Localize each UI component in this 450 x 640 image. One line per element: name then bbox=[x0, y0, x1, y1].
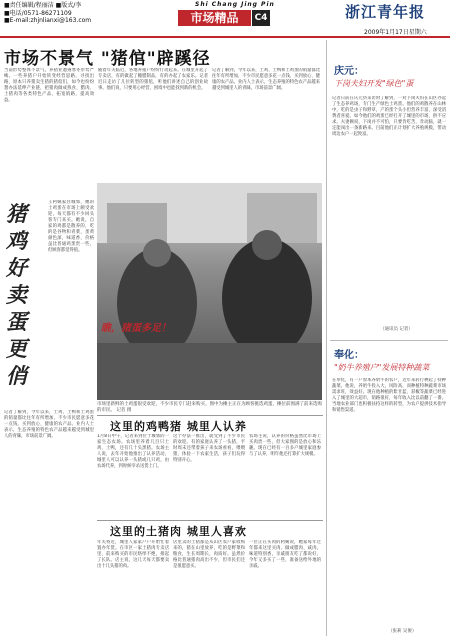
section3-rule bbox=[97, 520, 323, 521]
newspaper-logo: 浙江青年报 bbox=[345, 3, 426, 21]
photo-overlay-text: 瞧，猪蛋多足！ bbox=[101, 323, 171, 334]
section-title: 市场精品 bbox=[178, 10, 251, 26]
right-column-divider bbox=[326, 40, 327, 636]
right-box-divider bbox=[330, 340, 448, 341]
section2-col2: 这个办法一推出，就受到了不少市民的欢迎。有的家庭认养了一头猪，平时周末还带着孩子来农场看看，喂喂猪，体验一下农家生活，孩子们玩得特别开心。 bbox=[173, 434, 245, 463]
section3-headline: 这里的土猪肉 城里人喜欢 bbox=[110, 525, 247, 538]
side-article-text: 王阿姨家住城郊，她的土鸡蛋在市场上颇受欢迎，每天都有不少回头客专门来买。她说，自家的鸡都是散养的，吃的是谷物和青菜，蛋黄颜色深，味道香，价格虽比普通鸡蛋贵一些，但顾客都觉得值。 bbox=[48, 200, 94, 253]
meta-email: ■E-mail:zhjnlianxi@163.com bbox=[4, 17, 92, 24]
right-box1-title: 庆元： bbox=[334, 66, 364, 77]
right-box1-subtitle: 下岗夫妇开发"绿色"蛋 bbox=[334, 79, 414, 88]
photo-credit: 记者 摄 bbox=[116, 408, 132, 413]
section2-rule bbox=[97, 415, 323, 416]
side-title-vertical: 猪鸡好卖蛋更俏 bbox=[6, 201, 27, 388]
market-photo bbox=[97, 183, 322, 400]
page-code: C4 bbox=[252, 10, 270, 26]
right-box1-credit: （通讯员 记者） bbox=[380, 327, 413, 332]
section-pinyin: Shi Chang Jing Pin bbox=[195, 1, 275, 8]
right-box2-credit: （张莉 吴俊） bbox=[388, 629, 417, 634]
left-article-body: 随着年关临近，各地养猪户纷纷行动起来。在城里开起了专卖店，有的做起了腌腊制品，有的办起了农家乐。记者近日走访了几位转型的猪倌，听他们讲述自己的创业故事。他们说，只要用心经营，困境中也能找到新的机会。 bbox=[98, 68, 208, 91]
masthead-meta bbox=[4, 2, 134, 25]
section3-col2: 店里卖的土猪都是从山区农户家收购来的，猪在山里放养，吃的是野菜和粮食，生长周期长，肉质好。虽然价格比普通猪肉高出不少，但市民们还是很愿意买。 bbox=[173, 540, 245, 569]
section2-headline: 这里的鸡鸭猪 城里人认养 bbox=[110, 420, 247, 433]
section3-col1: 年关将近，城里人家家户户开始忙着置办年货。在市区一家土猪肉专卖店里，前来购买的市民络绎不绝，排起了长队。店主说，这几天每天都要卖出十几头猪的肉。 bbox=[97, 540, 169, 569]
photo-illustration bbox=[97, 183, 322, 400]
left-article-lead: 当前形势整体不景气，养猪业遭遇寒冬形势严峻。一些养猪户开始转变经营思路，寻找出路，原本只养猪卖生猪的猪倌们，如今也纷纷想办法延伸产业链，把猪肉做成熟食、腊肉、土猪肉等各类特色产品，拓宽销路，提高效益。 bbox=[4, 68, 94, 103]
meta-editor: ■责任编辑/程丽洁 ■版式/李 bbox=[4, 2, 82, 9]
right-box2-subtitle: "奶牛养殖户"发展特种蔬菜 bbox=[334, 363, 430, 372]
section2-col3: 农场主说，认养的价格虽然比市场上买肉贵一些，但大家图的是放心和乐趣。现在已经有一百多户城里家庭参与了认养，明年他还打算扩大规模。 bbox=[249, 434, 321, 457]
meta-phone: ■电话/0571-86271109 bbox=[4, 9, 72, 17]
left-bottom-text: 记者了解到，今年以来，土鸡、土鸭和土鸡蛋的销量都比往年有所增加，不少市民愿意多花一点钱，买到放心、健康的农产品。业内人士表示，生态养殖的特色农产品越来越受到城里人的青睐，市场前景广阔。 bbox=[4, 410, 94, 439]
main-headline: 市场不景气 "猪倌"辟蹊径 bbox=[4, 49, 211, 69]
photo-caption bbox=[97, 402, 322, 414]
masthead-rule bbox=[0, 36, 450, 38]
section2-col1: 1月8日中午，记者来到位于城郊的一家生态农场。农场里养着几百只土鸡、土鸭，还有几十头黑猪。农场主人说，去年开始他推出了认养活动，城里人可以认养一头猪或几只鸡，由农场代养，到时候宰杀送货上门。 bbox=[97, 434, 169, 469]
right-box1-body: 记者日前在庆元县采访时了解到，一对下岗夫妇在山区办起了生态养鸡场，专门生产绿色土鸡蛋。他们的鸡散养在山林中，吃的是虫子和野草，产的蛋个头小但营养丰富，深受消费者喜爱。如今他们的鸡蛋已经打开了城里的市场，供不应求。夫妻俩说，下岗并不可怕，只要肯吃苦，肯动脑，就一定能闯出一条新路来。目前他们正计划扩大养殖规模，带动周边农户一起致富。 bbox=[332, 96, 446, 137]
left-article-body-2: 记者了解到，今年以来，土鸡、土鸭和土鸡蛋的销量都比往年有所增加，不少市民愿意多花一点钱，买到放心、健康的农产品。业内人士表示，生态养殖的特色农产品越来越受到城里人的青睐，市场前景广阔。 bbox=[212, 68, 320, 91]
issue-date: 2009年1月17日星期六 bbox=[364, 29, 427, 36]
right-box2-title: 奉化： bbox=[334, 350, 364, 361]
section3-col3: 一位正在买肉的阿姨说，她家每年过年都来这里买肉，做成腊肉、咸肉，味道特别香，亲戚朋友吃了都说好，今年又多买了一些，准备送给外地的亲戚。 bbox=[249, 540, 321, 569]
right-box2-body: 在奉化，有一户原本养奶牛的农户，近年来转行种起了特种蔬菜。他说，养奶牛投入大，风险高，而种植特种蔬菜市场需求旺，效益好。现在他种植的紫甘蓝、彩椒等蔬菜已经进入了城里的大超市，销路很好，每年收入比以前翻了一番。当地农业部门也积极扶持这样的转型，为农户提供技术指导和销售渠道。 bbox=[332, 378, 446, 413]
photo-caption-text: 市场里新鲜的土鸡蛋很受欢迎，不少市民专门赶来购买。图中为摊主正在为顾客挑选鸡蛋，摊位前围满了前来选购的市民。 bbox=[97, 402, 322, 413]
